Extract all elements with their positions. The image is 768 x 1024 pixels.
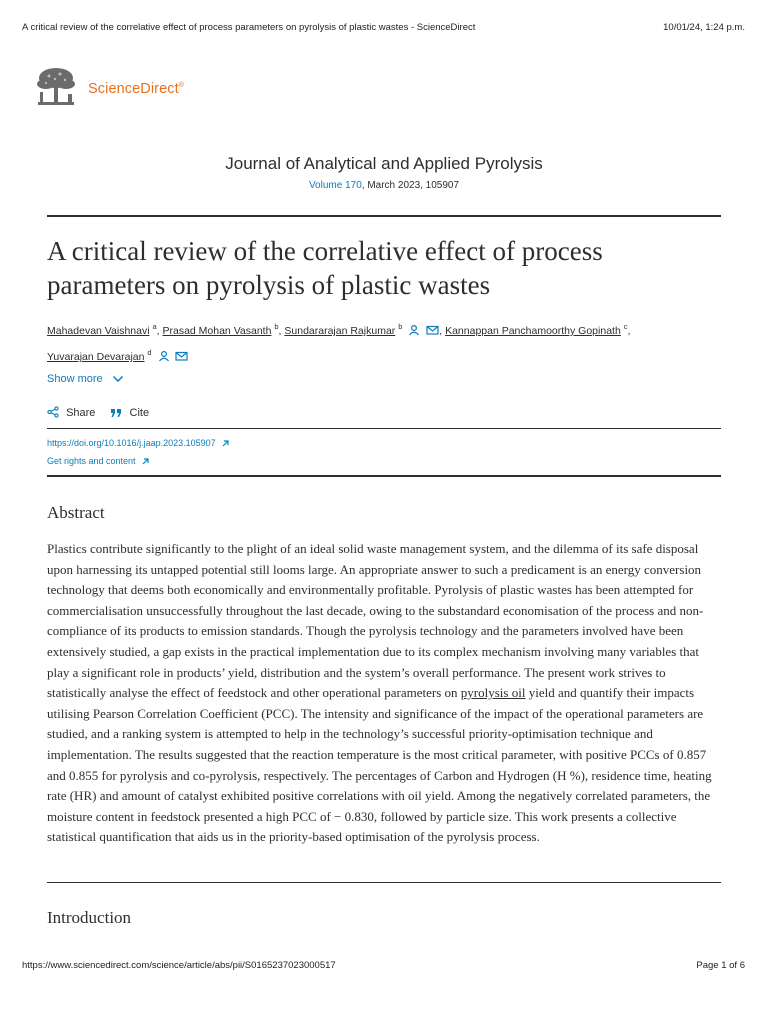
author-link[interactable]: Prasad Mohan Vasanth [162,325,272,337]
journal-name[interactable]: Journal of Analytical and Applied Pyrolysis [225,154,543,173]
introduction-heading: Introduction [47,908,132,927]
volume-info [0,180,768,191]
external-arrow-icon [141,457,150,466]
rights-link[interactable] [47,456,150,466]
author-affiliation[interactable]: d [147,348,152,357]
rights-text: Get rights and content [47,456,136,466]
header-divider [47,215,721,217]
envelope-icon[interactable] [426,324,439,336]
abstract-top-divider [47,475,721,477]
chevron-down-icon [112,374,124,384]
volume-link[interactable]: Volume 170 [308,180,362,191]
show-more-button[interactable] [47,373,124,385]
sciencedirect-wordmark[interactable] [88,81,184,97]
author-affiliation[interactable]: b [274,322,279,331]
cite-label: Cite [129,407,150,419]
show-more-label: Show more [47,373,103,385]
quote-icon [110,408,122,418]
abstract-body [47,539,723,848]
author-affiliation[interactable]: a [152,322,157,331]
author-affiliation[interactable]: b [398,322,403,331]
author-affiliation[interactable]: c [623,322,628,331]
envelope-icon[interactable] [175,350,188,362]
person-icon[interactable] [408,324,420,336]
elsevier-tree-logo[interactable] [34,66,78,108]
cite-button[interactable] [110,407,149,419]
pyrolysis-oil-link[interactable]: pyrolysis oil [460,685,526,701]
external-arrow-icon [221,439,230,448]
tools-divider [47,428,721,429]
share-label: Share [66,407,96,419]
print-url: https://www.sciencedirect.com/science/article/abs/pii/S0165237023000517 [22,960,336,971]
doi-link[interactable] [47,438,230,448]
brand-trademark: ® [178,82,185,90]
abstract-text-part2: yield and quantify their impacts utilising Pearson Correlation Coefficient (PCC). The intensity and significance of the impact of the operational parameters are studied, and a ranking system is attempted to help in the technology’s successful priority-optimisation technique and implementation. The results suggested that the reaction temperature is the most critical parameter, with positive PCCs of 0.857 and 0.855 for pyrolysis and co-pyrolysis, respectively. The percentages of Carbon and Hydrogen (H %), residence time, heating rate (HR) and amount of catalyst exhibited positive correlations with oil yield. Among the negatively correlated parameters, the moisture content in feedstock presented a high PCC of − 0.830, followed by particle size. This work presents a collective statistical quantification that aids us in the priority-based optimisation of the pyrolysis process. [47,685,712,845]
brand-name: ScienceDirect [88,81,179,97]
article-title: A critical review of the correlative effect of process parameters on pyrolysis of plastic wastes [47,236,603,300]
author-link[interactable]: Yuvarajan Devarajan [47,351,145,363]
print-page-number: Page 1 of 6 [696,960,745,971]
abstract-heading: Abstract [47,503,105,522]
print-datetime: 10/01/24, 1:24 p.m. [663,22,745,33]
author-list: Mahadevan Vaishnavi $^a$, Prasad Mohan Vasanth $^b$, Sundararajan Rajkumar $^b$ , Kannappan Panchamoorthy Gopinath $^c$, Yuvarajan Devarajan $^d$ [47,322,631,363]
abstract-bottom-divider [47,882,721,883]
article-tools [47,406,149,419]
issue-info: , March 2023, 105907 [361,180,460,191]
share-button[interactable] [47,407,98,419]
print-page-title: A critical review of the correlative effect of process parameters on pyrolysis of plastic wastes - ScienceDirect [22,22,476,33]
person-icon[interactable] [158,350,170,362]
author-link[interactable]: Kannappan Panchamoorthy Gopinath [445,325,621,337]
doi-text: https://doi.org/10.1016/j.jaap.2023.105907 [47,438,216,448]
author-link[interactable]: Mahadevan Vaishnavi [47,325,150,337]
author-link[interactable]: Sundararajan Rajkumar [284,325,396,337]
share-icon [47,406,59,418]
abstract-text-part1: Plastics contribute significantly to the plight of an ideal solid waste management system, and the dilemma of its safe disposal upon harnessing its untapped potential still looms large. An appropriate answer to such a predicament is an energy conversion technology that deems both economically and environmentally profitable. Pyrolysis of plastic wastes has been attempted for commercialisation unsuccessfully throughout the last decade, owing to the substandard economisation of the process and non-compliance of its products to emission standards. Though the pyrolysis technology and the parameters involved have been extensively studied, a gap exists in the practical implementation due to its complex mechanism involving many variables that play a significant role in products’ yield, distribution and the system’s overall performance. The present work strives to statistically analyse the effect of feedstock and other operational parameters on [47,541,704,701]
